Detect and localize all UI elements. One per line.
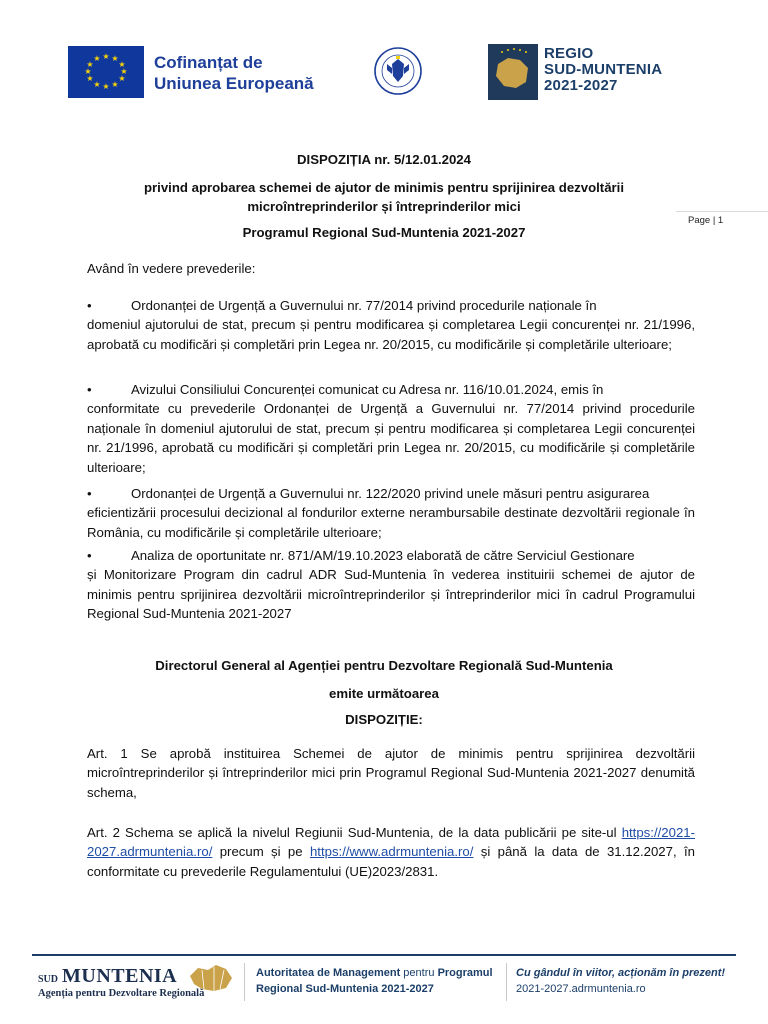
footer-slogan-block [516,965,725,997]
bullet-dot: • [87,548,92,563]
eu-flag [68,46,144,98]
bullet-text-first: Ordonanței de Urgență a Guvernului nr. 122/2020 privind unele măsuri pentru asigurarea [131,486,650,501]
article-2-part-1: Art. 2 Schema se aplică la nivelul Regiunii Sud-Muntenia, de la data publicării pe site-ul [87,825,622,840]
bullet-first-line [87,484,695,503]
eu-star-icon: ★ [118,60,126,69]
bullet-text-rest: conformitate cu prevederile Ordonanței de Urgență a Guvernului nr. 77/2014 privind procedurile naționale în domeniul ajutorului de stat, precum și pentru modificarea și completarea Legii concurenței nr. 21/1996, aprobată cu modificări și completări prin Legea nr. 20/2015, cu modificările și completările ulterioare; [87,401,695,475]
eu-star-icon: ★ [86,60,94,69]
eu-star-icon: ★ [118,74,126,83]
article-2-part-2: precum și pe [212,844,310,860]
bullet-item [87,484,695,542]
sud-muntenia-logo [38,965,204,999]
footer-authority-bold-2: Programul [437,967,493,979]
romanian-government-seal-icon [373,44,423,98]
regio-logo-text [544,46,662,94]
footer-slogan: Cu gândul în viitor, acționăm în prezent! [516,967,726,979]
bullet-text-rest: și Monitorizare Program din cadrul ADR Sud-Muntenia în vederea instituirii schemei de ajutor de minimis pentru sprijinirea dezvoltării microîntreprinderilor și întreprinderilor mici în cadrul Programului Regional Sud-Muntenia 2021-2027 [87,567,695,622]
footer-rule [32,954,736,956]
bullet-first-line [87,296,695,315]
eu-star-icon: ★ [111,54,119,63]
director-heading: Directorul General al Agenției pentru Dezvoltare Regională Sud-Muntenia [155,658,613,673]
article-1: Art. 1 Se aprobă instituirea Schemei de ajutor de minimis pentru sprijinirea dezvoltării microîntreprinderilor și întreprinderilor mici prin Programul Regional Sud-Muntenia 2021-2027 denumită schema, [87,746,695,800]
article-2-part-3: și până la data de 31.12.2027, în conformitate cu prevederile Regulamentului (UE)2023/2831. [87,844,695,879]
bullet-item [87,380,695,477]
eu-star-icon: ★ [86,74,94,83]
eu-star-icon: ★ [102,52,110,61]
regio-line-3: 2021-2027 [544,77,618,94]
footer-website[interactable]: 2021-2027.adrmuntenia.ro [516,983,646,995]
emite-heading: emite următoarea [329,686,439,701]
eu-star-icon: ★ [120,67,128,76]
bullet-dot: • [87,486,92,501]
eu-line-2: Uniunea Europeană [154,74,314,93]
bullet-text-rest: eficientizării procesului decizional al fondurilor externe nerambursabile destinate dezvoltării regionale în România, cu modificările și completările ulterioare; [87,505,695,540]
footer-divider [506,963,507,1001]
bullet-dot: • [87,298,92,313]
bullet-first-line [87,380,695,399]
bullet-first-line [87,546,695,565]
regio-line-2: SUD-MUNTENIA [544,61,663,78]
bullet-text-first: Avizului Consiliului Concurenței comunicat cu Adresa nr. 116/10.01.2024, emis în [131,382,604,397]
eu-star-icon: ★ [102,82,110,91]
eu-star-icon: ★ [84,67,92,76]
footer-authority-light: pentru [400,967,438,979]
bullet-text-first: Ordonanței de Urgență a Guvernului nr. 77/2014 privind procedurile naționale în [131,298,597,313]
bullet-item [87,296,695,354]
eu-star-icon: ★ [111,80,119,89]
website-link-adrmuntenia[interactable]: https://www.adrmuntenia.ro/ [309,844,474,860]
eu-cofinancing-text [154,52,314,94]
footer-authority-line-2: Regional Sud-Muntenia 2021-2027 [256,983,434,995]
bullet-dot: • [87,382,92,397]
sud-muntenia-map-icon [188,962,234,994]
eu-star-icon: ★ [93,54,101,63]
sud-logo-big: MUNTENIA [62,965,178,987]
sud-logo-small: SUD [38,974,59,985]
eu-line-1: Cofinanțat de [154,53,263,72]
footer-authority [256,965,493,997]
intro-text: Având în vedere prevederile: [87,261,256,276]
program-title: Programul Regional Sud-Muntenia 2021-2027 [242,225,526,240]
document-subtitle-line-1: privind aprobarea schemei de ajutor de minimis pentru sprijinirea dezvoltării [143,180,624,195]
bullet-text-first: Analiza de oportunitate nr. 871/AM/19.10.2023 elaborată de către Serviciul Gestionare [131,548,635,563]
document-title: DISPOZIȚIA nr. 5/12.01.2024 [297,152,471,167]
bullet-text-rest: domeniul ajutorului de stat, precum și pentru modificarea și completarea Legii concurenței nr. 21/1996, aprobată cu modificări și completări prin Legea nr. 20/2015, cu modificările și completările ulterioare; [87,317,695,352]
article-2 [87,823,695,881]
regio-line-1: REGIO [544,45,594,62]
footer-divider [244,963,245,1001]
footer-authority-bold-1: Autoritatea de Management [256,967,401,979]
sud-logo-subtitle: Agenția pentru Dezvoltare Regională [38,988,205,999]
page-number: Page | 1 [688,215,724,226]
website-link-2021-2027[interactable]: https://2021-2027.adrmuntenia.ro/ [87,825,695,860]
document-subtitle-line-2: microîntreprinderilor și întreprinderilor mici [247,199,521,214]
regio-sud-muntenia-logo-icon [488,44,538,100]
eu-star-icon: ★ [93,80,101,89]
dispozitie-heading: DISPOZIȚIE: [345,712,423,727]
bullet-item [87,546,695,624]
